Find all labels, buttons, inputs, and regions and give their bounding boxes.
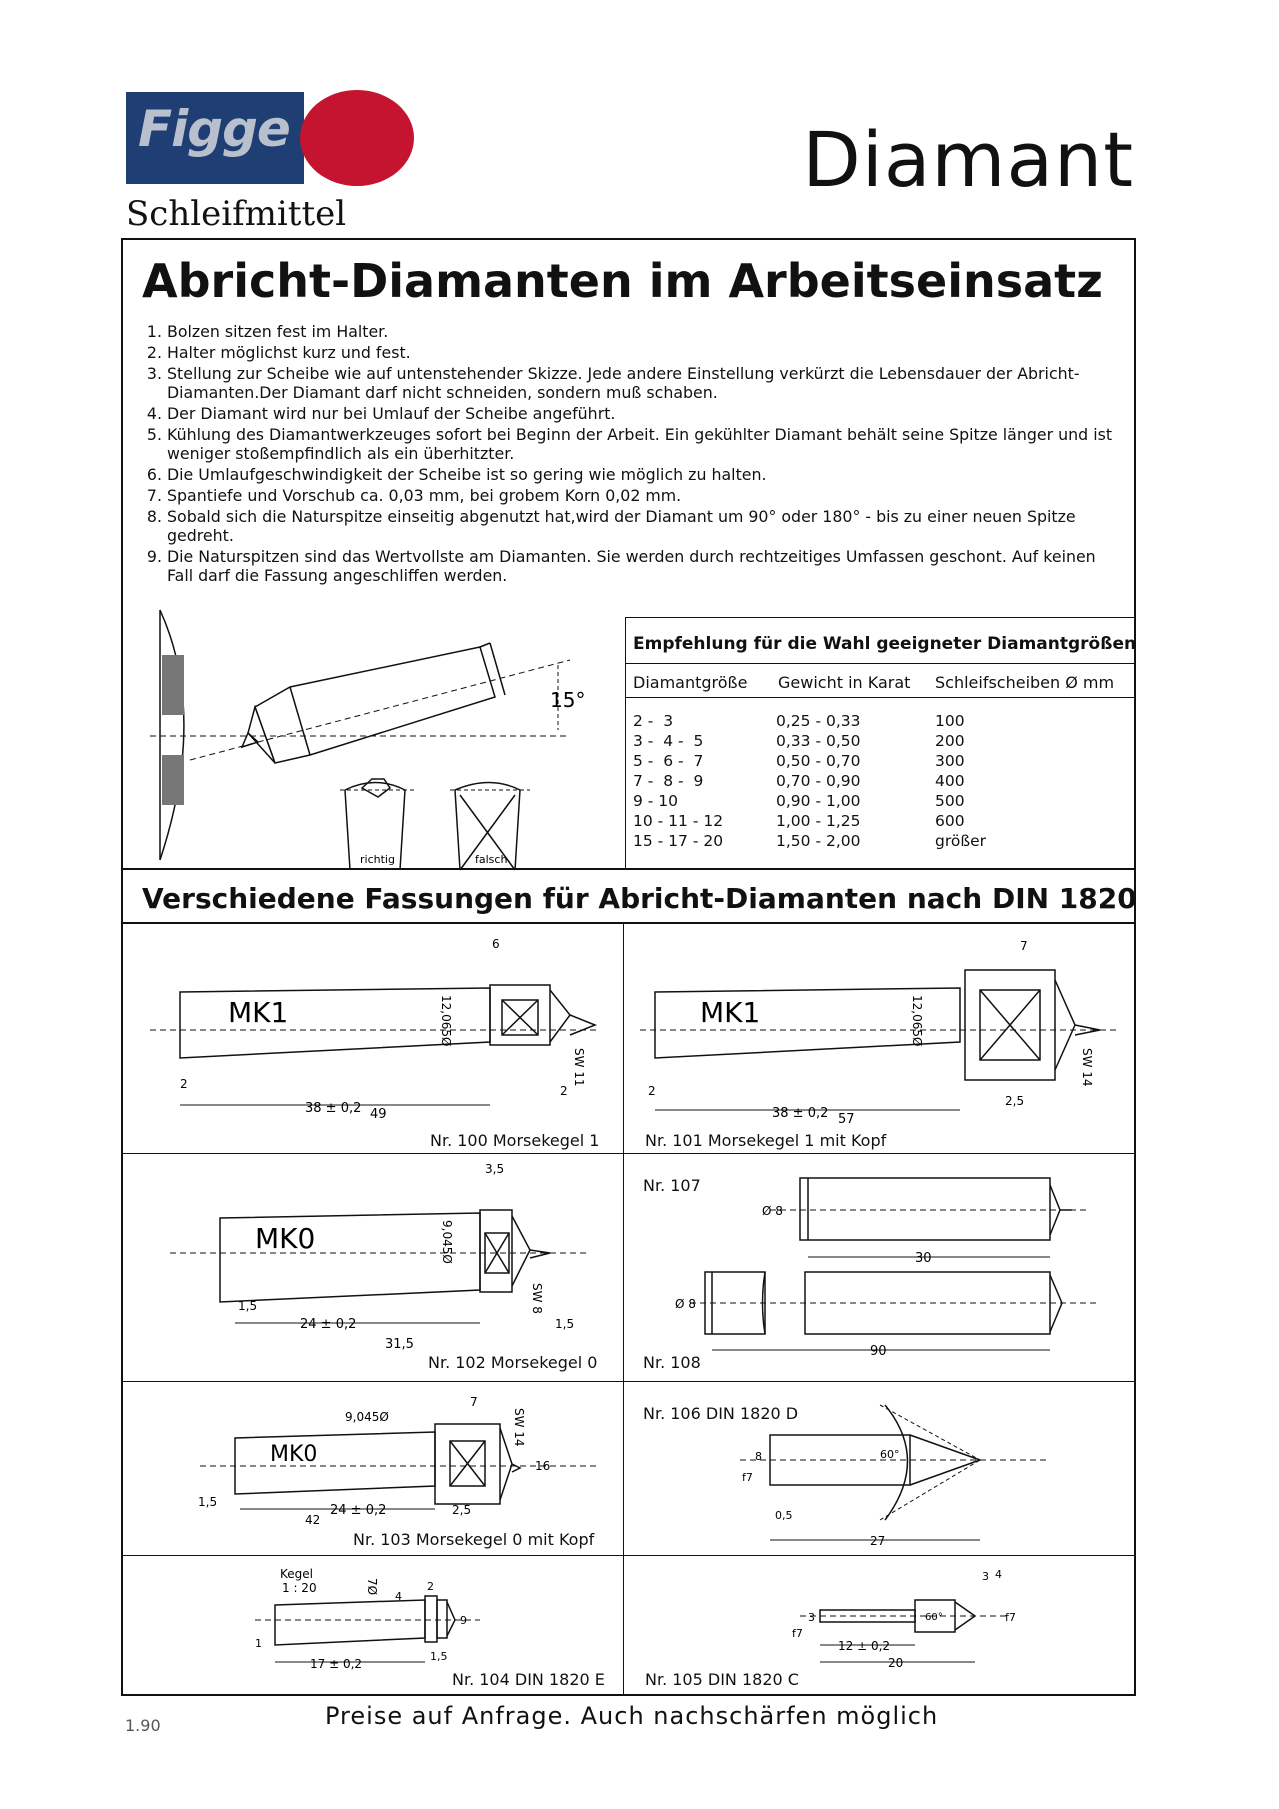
dimension: 42: [305, 1513, 321, 1527]
instruction-item: 6. Die Umlaufgeschwindigkeit der Scheibe ist so gering wie möglich zu halten.: [167, 465, 1122, 484]
drawing-caption: Nr. 105 DIN 1820 C: [645, 1670, 799, 1689]
dimension: 1,5: [555, 1317, 575, 1331]
dimension: 24 ± 0,2: [300, 1317, 357, 1332]
dimension: 3: [808, 1611, 815, 1624]
table-header: Schleifscheiben Ø mm: [935, 673, 1115, 692]
instruction-item: 7. Spantiefe und Vorschub ca. 0,03 mm, bei grobem Korn 0,02 mm.: [167, 486, 1122, 505]
dimension: 9: [460, 1614, 467, 1627]
dimension: 1,5: [430, 1650, 448, 1663]
instruction-item: 1. Bolzen sitzen fest im Halter.: [167, 322, 1122, 341]
dimension: 60°: [880, 1448, 900, 1461]
drawing-label: MK0: [270, 1442, 318, 1467]
logo-text: Figge: [138, 100, 290, 158]
dimension: 2: [427, 1580, 434, 1593]
drawing-caption: Nr. 102 Morsekegel 0: [428, 1353, 598, 1372]
table-divider: [625, 697, 1136, 698]
drawing-nr-100: [140, 930, 610, 1150]
dimension: SW 14: [512, 1408, 526, 1447]
label-right: richtig: [360, 853, 395, 866]
section-divider: [121, 868, 1136, 870]
dimension: 49: [370, 1107, 387, 1122]
drawing-caption: Nr. 100 Morsekegel 1: [430, 1131, 600, 1150]
drawing-nr-106: [730, 1395, 1060, 1555]
table-title: Empfehlung für die Wahl geeigneter Diamantgrößen: [633, 634, 1137, 654]
dimension: Ø 8: [675, 1297, 696, 1311]
dimension: 8: [755, 1450, 762, 1463]
drawing-caption: Nr. 104 DIN 1820 E: [452, 1670, 605, 1689]
dimension: 12 ± 0,2: [838, 1639, 891, 1653]
dimension: 0,5: [775, 1509, 793, 1522]
dimension: 24 ± 0,2: [330, 1503, 387, 1518]
dimension: 60°: [925, 1612, 943, 1623]
dimension: 3: [982, 1570, 989, 1583]
instruction-item: 5. Kühlung des Diamantwerkzeuges sofort bei Beginn der Arbeit. Ein gekühlter Diamant behält seine Spitze länger und ist weniger stoßempfindlich als ein überhitzter.: [167, 425, 1122, 463]
drawing-nr-104: [250, 1560, 610, 1685]
instruction-item: 2. Halter möglichst kurz und fest.: [167, 343, 1122, 362]
table-column-weights: 0,25 - 0,33 0,33 - 0,50 0,50 - 0,70 0,70 - 0,90 0,90 - 1,00 1,00 - 1,25 1,50 - 2,00: [776, 712, 861, 850]
dimension: 12,065Ø: [439, 995, 453, 1047]
dimension: 1,5: [238, 1299, 258, 1313]
section-divider: [121, 922, 1136, 924]
drawing-nr-105: [790, 1565, 1050, 1675]
drawing-label: MK0: [255, 1222, 316, 1255]
grid-divider: [121, 1381, 1136, 1382]
drawing-caption: Nr. 101 Morsekegel 1 mit Kopf: [645, 1131, 887, 1150]
dimension: SW 11: [572, 1048, 586, 1087]
table-divider: [625, 663, 1136, 664]
instruction-item: 9. Die Naturspitzen sind das Wertvollste am Diamanten. Sie werden durch rechtzeitiges Umfassen geschont. Auf keinen Fall darf die Fassung angeschliffen werden.: [167, 547, 1122, 585]
dimension: 2,5: [452, 1503, 472, 1517]
table-column-wheels: 100 200 300 400 500 600 größer: [935, 712, 987, 850]
dimension: 17 ± 0,2: [310, 1657, 363, 1671]
dimension: SW 8: [530, 1283, 544, 1314]
dimension: 16: [535, 1459, 551, 1473]
dimension: 31,5: [385, 1337, 414, 1352]
dimension: 2: [180, 1077, 188, 1091]
drawing-caption: Nr. 108: [643, 1353, 701, 1372]
angle-label: 15°: [550, 688, 586, 712]
drawing-caption: Nr. 106 DIN 1820 D: [643, 1404, 799, 1423]
section-heading: Verschiedene Fassungen für Abricht-Diamanten nach DIN 1820: [142, 882, 1137, 915]
page-title: Diamant: [802, 115, 1134, 204]
grid-divider: [121, 1555, 1136, 1556]
drawing-caption: Nr. 103 Morsekegel 0 mit Kopf: [353, 1530, 595, 1549]
dimension: 27: [870, 1534, 886, 1548]
dimension: f7: [792, 1627, 803, 1640]
dimension: Kegel: [280, 1567, 313, 1581]
drawing-label: MK1: [228, 996, 289, 1029]
footer-note: Preise auf Anfrage. Auch nachschärfen möglich: [325, 1702, 939, 1730]
instruction-item: 4. Der Diamant wird nur bei Umlauf der Scheibe angeführt.: [167, 404, 1122, 423]
dimension: SW 14: [1080, 1048, 1094, 1087]
dimension: 1 : 20: [282, 1581, 317, 1595]
instruction-item: 3. Stellung zur Scheibe wie auf untenstehender Skizze. Jede andere Einstellung verkürzt die Lebensdauer der Abricht-Diamanten.Der Diamant darf nicht schneiden, sondern muß schaben.: [167, 364, 1122, 402]
dimension: 2: [560, 1084, 568, 1098]
dimension: 7: [1020, 939, 1028, 953]
dimension: f7: [1005, 1611, 1016, 1624]
drawing-caption: Nr. 107: [643, 1176, 701, 1195]
dimension: 7: [470, 1395, 478, 1409]
dimension: 30: [915, 1251, 932, 1266]
table-header: Diamantgröße: [633, 673, 748, 692]
main-heading: Abricht-Diamanten im Arbeitseinsatz: [142, 254, 1103, 308]
dimension: 2,5: [1005, 1094, 1025, 1108]
drawing-nr-101: [630, 930, 1130, 1150]
drawing-nr-102: [160, 1158, 610, 1358]
drawing-nr-107-108: [630, 1160, 1130, 1360]
dimension: 90: [870, 1344, 887, 1359]
dimension: 57: [838, 1112, 855, 1127]
dimension: 1: [255, 1637, 262, 1650]
logo-circle: [300, 90, 414, 186]
dimension: Ø 8: [762, 1204, 783, 1218]
dimension: 4: [395, 1590, 402, 1603]
dimension: 4: [995, 1568, 1002, 1581]
table-column-sizes: 2 - 3 3 - 4 - 5 5 - 6 - 7 7 - 8 - 9 9 - 10 10 - 11 - 12 15 - 17 - 20: [633, 712, 724, 850]
dimension: 3,5: [485, 1162, 505, 1176]
grid-divider: [121, 1153, 1136, 1154]
dimension: f7: [742, 1471, 753, 1484]
dimension: 2: [648, 1084, 656, 1098]
instruction-list: [142, 322, 1122, 587]
dimension: 1,5: [198, 1495, 218, 1509]
drawing-label: MK1: [700, 996, 761, 1029]
drawing-nr-103: [180, 1386, 610, 1546]
grid-divider: [623, 922, 624, 1694]
dimension: 7Ø: [365, 1578, 379, 1596]
dimension: 9,045Ø: [440, 1220, 454, 1264]
dressing-sketch: [150, 605, 630, 877]
instruction-item: 8. Sobald sich die Naturspitze einseitig abgenutzt hat,wird der Diamant um 90° oder 180° - bis zu einer neuen Spitze gedreht.: [167, 507, 1122, 545]
table-header: Gewicht in Karat: [778, 673, 911, 692]
logo-subtitle: Schleifmittel: [126, 194, 347, 234]
dimension: 6: [492, 937, 500, 951]
page-number: 1.90: [125, 1716, 161, 1735]
dimension: 12,065Ø: [910, 995, 924, 1047]
label-wrong: falsch: [475, 853, 508, 866]
dimension: 38 ± 0,2: [305, 1101, 362, 1116]
dimension: 38 ± 0,2: [772, 1106, 829, 1121]
dimension: 20: [888, 1656, 904, 1670]
dimension: 9,045Ø: [345, 1410, 389, 1424]
